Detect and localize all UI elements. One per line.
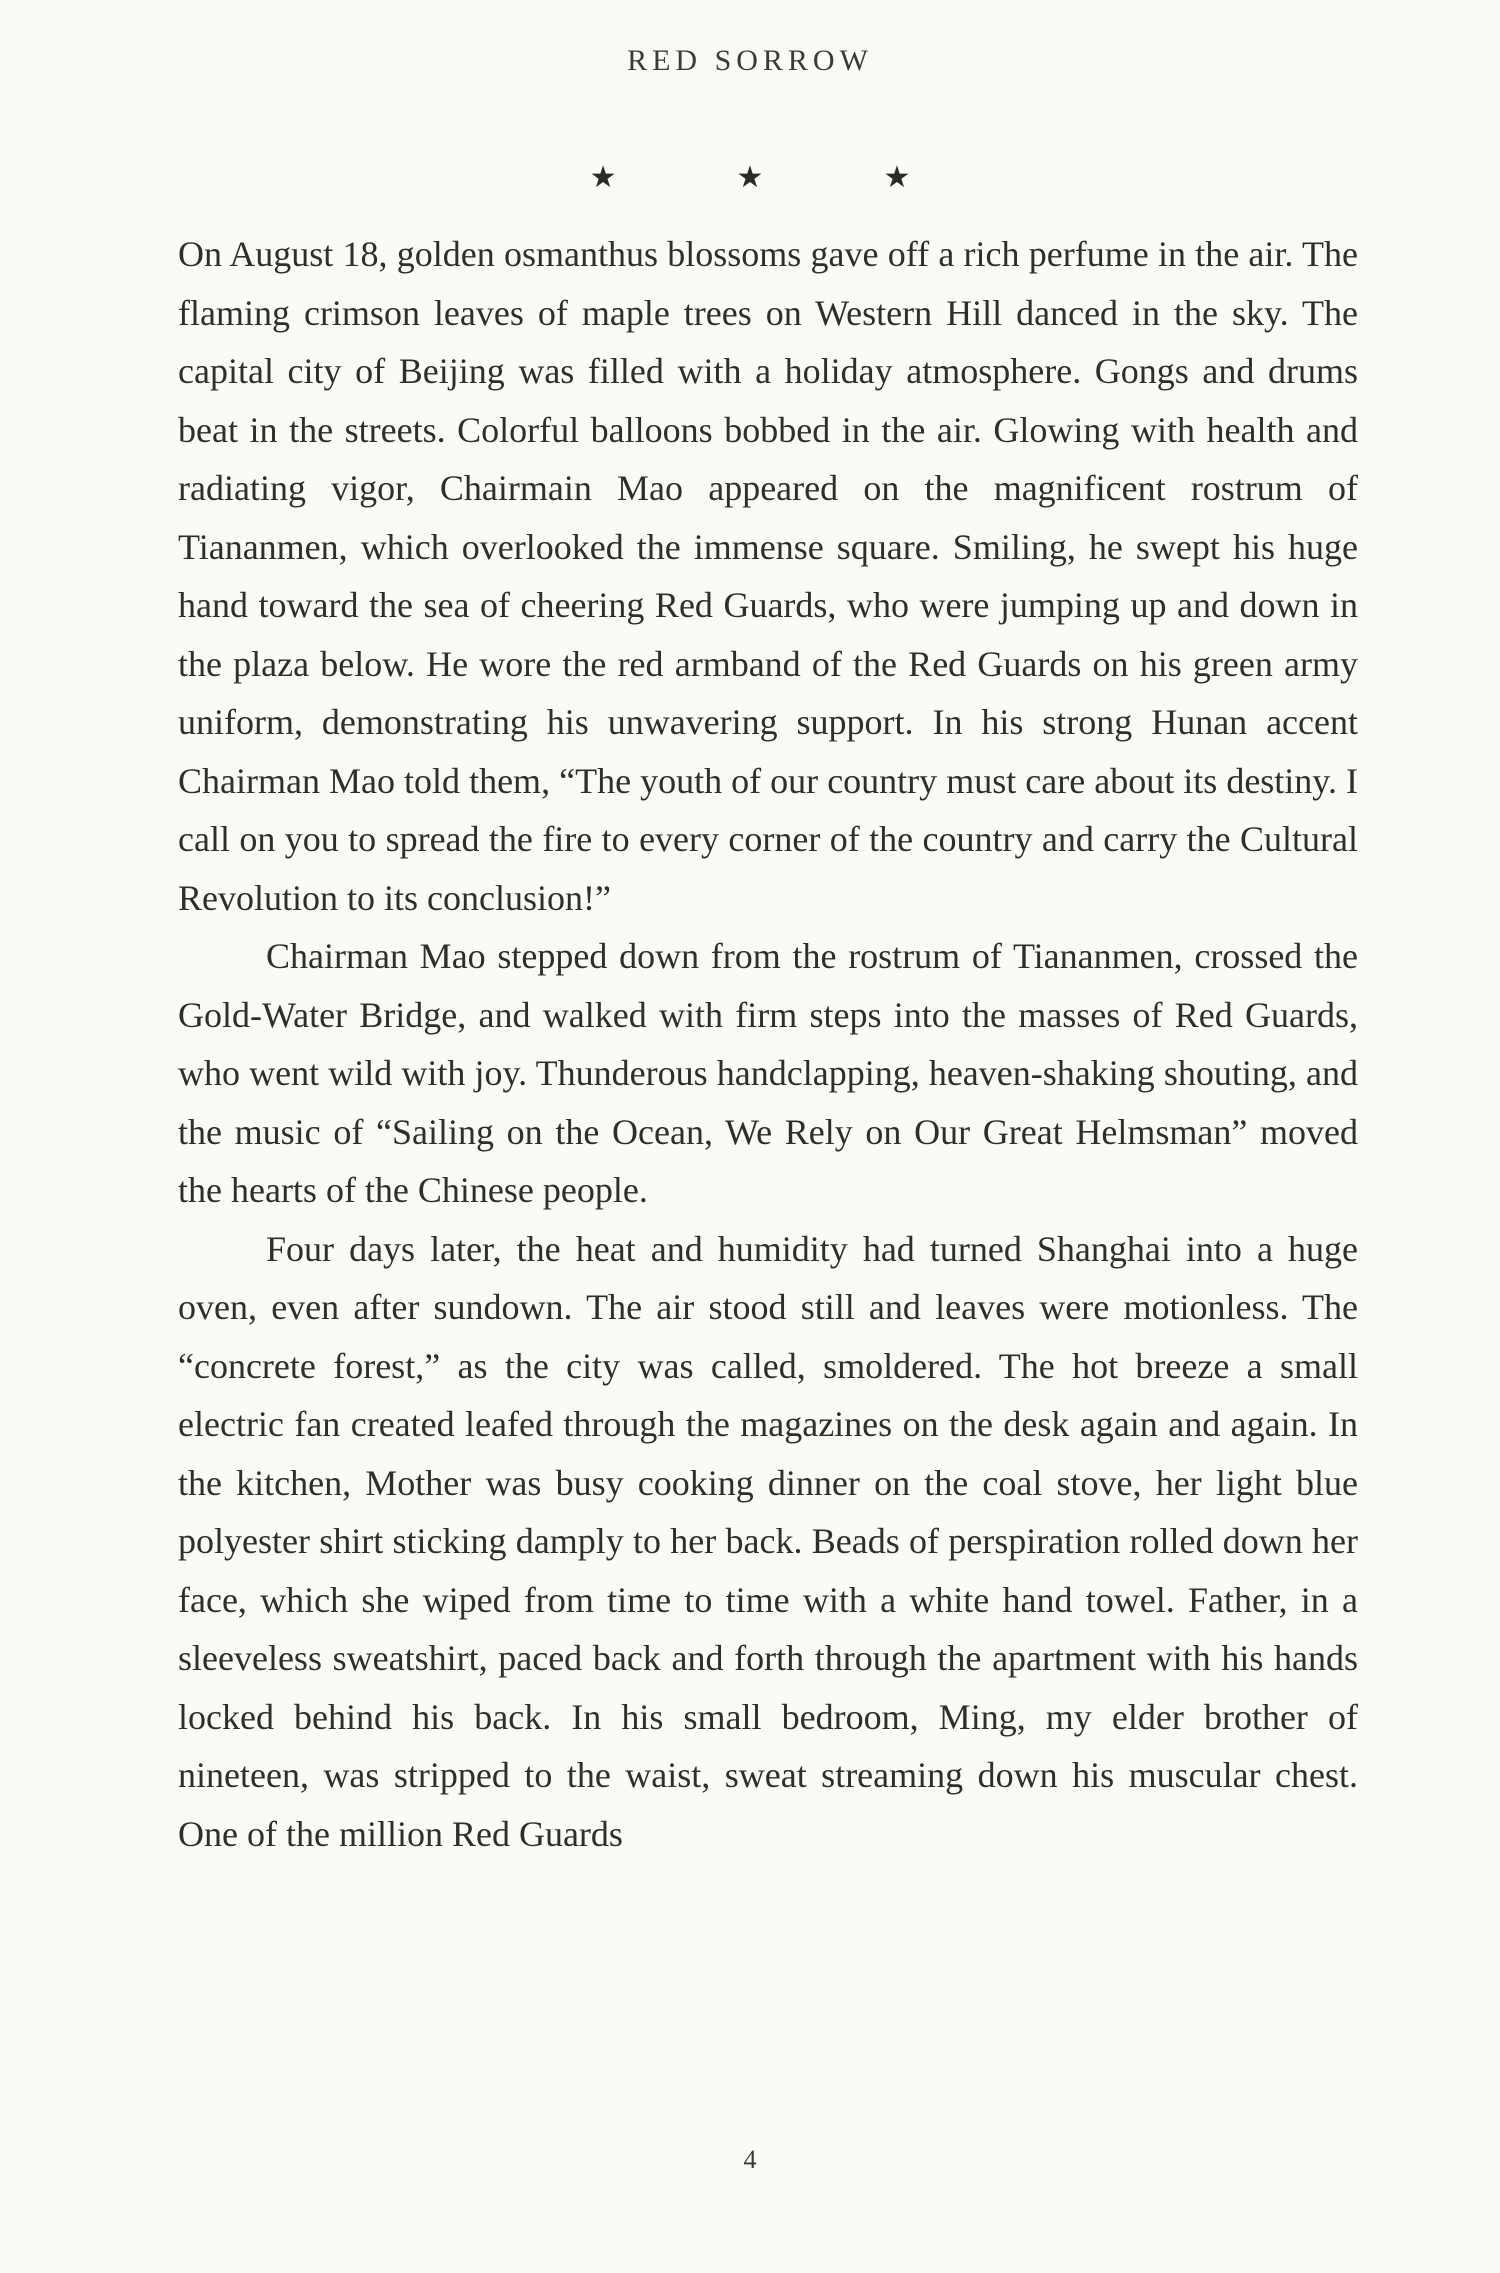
paragraph: On August 18, golden osmanthus blossoms gave off a rich perfume in the air. The flaming crimson leaves of maple trees on Western Hill danced in the sky. The capital city of Beijing was filled with a holiday atmosphere. Gongs and drums beat in the streets. Colorful balloons bobbed in the air. Glowing with health and radiating vigor, Chairmain Mao appeared on the magnificent rostrum of Tiananmen, which overlooked the immense square. Smiling, he swept his huge hand toward the sea of cheering Red Guards, who were jumping up and down in the plaza below. He wore the red armband of the Red Guards on his green army uniform, demonstrating his unwavering support. In his strong Hunan accent Chairman Mao told them, “The youth of our country must care about its destiny. I call on you to spread the fire to every corner of the country and carry the Cultural Revolution to its conclusion!” <box>178 234 1358 918</box>
star-icon: ★ <box>589 161 617 194</box>
running-head: RED SORROW <box>627 44 873 77</box>
body-text <box>178 225 1358 1863</box>
paragraph: Chairman Mao stepped down from the rostrum of Tiananmen, crossed the Gold-Water Bridge, and walked with firm steps into the masses of Red Guards, who went wild with joy. Thunderous handclapping, heaven-shaking shouting, and the music of “Sailing on the Ocean, We Rely on Our Great Helmsman” moved the hearts of the Chinese people. <box>178 936 1358 1210</box>
star-icon: ★ <box>736 161 764 194</box>
paragraph: Four days later, the heat and humidity had turned Shanghai into a huge oven, even after sundown. The air stood still and leaves were motionless. The “concrete forest,” as the city was called, smoldered. The hot breeze a small electric fan created leafed through the magazines on the desk again and again. In the kitchen, Mother was busy cooking dinner on the coal stove, her light blue polyester shirt sticking damply to her back. Beads of perspiration rolled down her face, which she wiped from time to time with a white hand towel. Father, in a sleeveless sweatshirt, paced back and forth through the apartment with his hands locked behind his back. In his small bedroom, Ming, my elder brother of nineteen, was stripped to the waist, sweat streaming down his muscular chest. One of the million Red Guards <box>178 1228 1358 1854</box>
star-icon: ★ <box>883 161 911 194</box>
section-break <box>0 160 1500 195</box>
page-number: 4 <box>743 2145 757 2174</box>
